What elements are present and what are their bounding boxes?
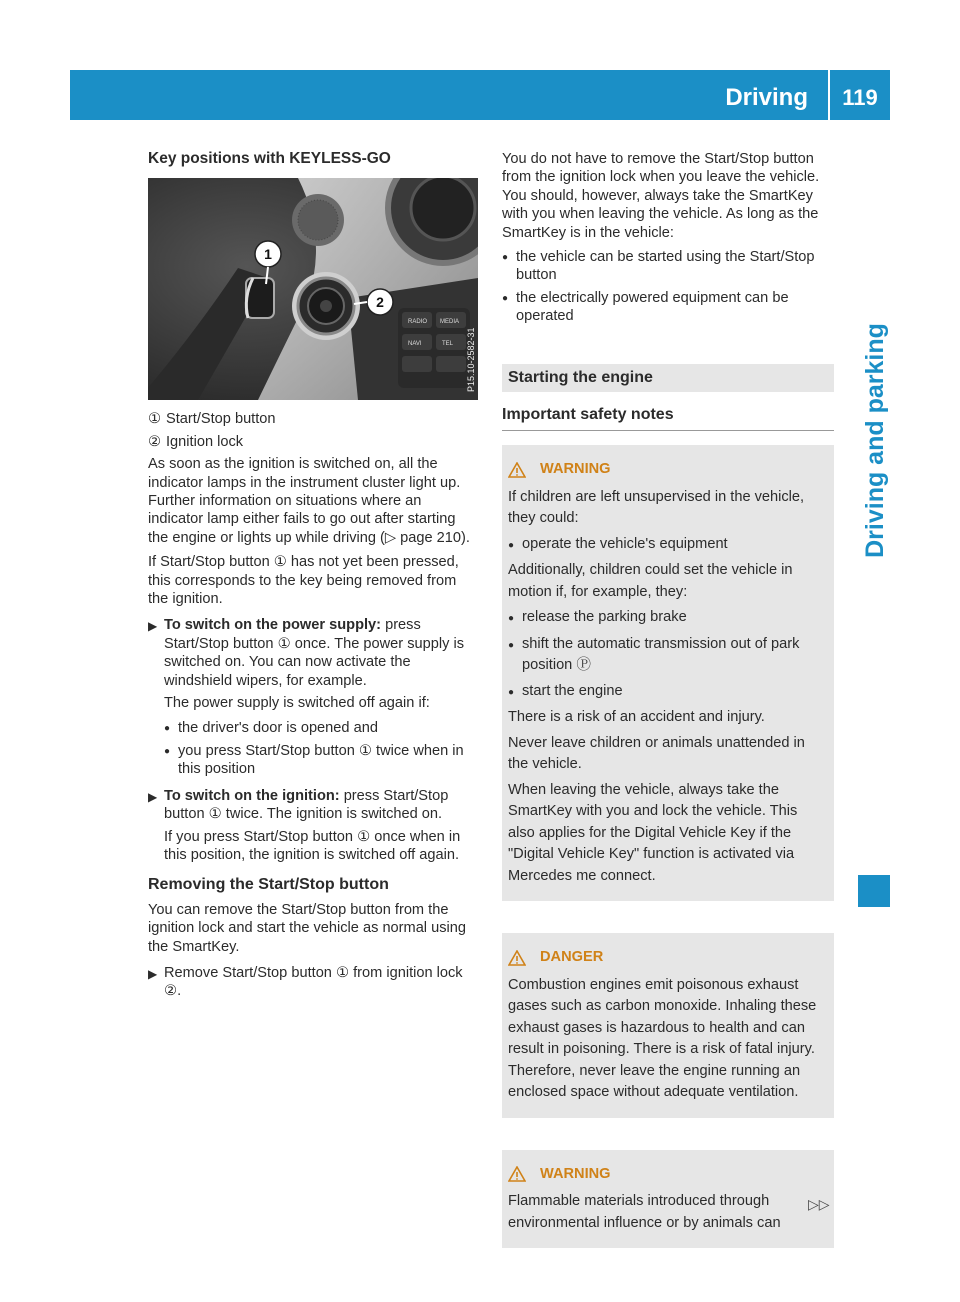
list-item [508, 634, 826, 677]
legend-text: Start/Stop button [166, 411, 276, 428]
step-arrow-icon: ▶ [148, 789, 158, 804]
list-item-text: shift the automatic transmission out of park position Ⓟ [522, 635, 800, 674]
warning-box [502, 1150, 834, 1249]
step-text: press Start/Stop button ① twice. The ignition is switched on. [164, 787, 449, 823]
bullet-icon: ● [508, 639, 515, 651]
warning-title: WARNING [540, 1165, 611, 1182]
list-item-text: operate the vehicle's equipment [522, 535, 728, 552]
warning-text: Additionally, children could set the vehicle in motion if, for example, they: [508, 562, 793, 600]
instruction-step [148, 616, 478, 690]
danger-box [502, 933, 834, 1118]
warning-text: When leaving the vehicle, always take the SmartKey with you and lock the vehicle. This also applies for the Digital Vehicle Key if the "Digital Vehicle Key" function is activated via Mercedes me connect. [508, 781, 798, 884]
legend-item [148, 433, 478, 451]
warning-title: WARNING [540, 461, 611, 478]
list-item-text: start the engine [522, 682, 623, 699]
photo-btn-navi: NAVI [408, 341, 422, 348]
warning-box [502, 445, 834, 901]
legend-number: ① [148, 411, 162, 428]
step-arrow-icon: ▶ [148, 966, 158, 981]
bullet-icon: ● [164, 722, 171, 734]
dashboard-photo [148, 178, 478, 400]
warning-triangle-icon [508, 950, 526, 966]
subsection-title: Removing the Start/Stop button [148, 876, 389, 894]
list-item [502, 248, 834, 285]
page-number: 119 [842, 85, 878, 110]
step-label: To switch on the ignition: [164, 787, 340, 804]
list-item [508, 607, 826, 630]
step-note: The power supply is switched off again if: [164, 695, 430, 712]
list-item-text: the driver's door is opened and [178, 719, 378, 736]
paragraph: If Start/Stop button ① has not yet been pressed, this corresponds to the key being removed from the ignition. [148, 554, 459, 608]
danger-text: Combustion engines emit poisonous exhaust gases such as carbon monoxide. Inhaling these exhaust gases is hazardous to health and can result in poisoning. There is a risk of fatal injury. Therefore, never leave the engine running an enclosed space without adequate ventilation. [508, 976, 817, 1101]
bullet-icon: ● [164, 745, 171, 757]
photo-btn-radio: RADIO [408, 319, 428, 326]
list-item [148, 719, 478, 738]
bullet-icon: ● [508, 613, 515, 625]
warning-text: There is a risk of an accident and injury. [508, 709, 765, 726]
bullet-icon: ● [502, 292, 509, 304]
side-tab-marker [858, 875, 890, 907]
photo-btn-tel: TEL [442, 341, 454, 348]
paragraph: You can remove the Start/Stop button from the ignition lock and start the vehicle as normal using the SmartKey. [148, 901, 466, 955]
subsection-heading: Important safety notes [502, 392, 834, 431]
bullet-icon: ● [508, 539, 515, 551]
step-arrow-icon: ▶ [148, 619, 158, 634]
step-note: If you press Start/Stop button ① once when in this position, the ignition is switched off again. [164, 828, 461, 863]
warning-triangle-icon [508, 462, 526, 478]
chapter-title: Driving [725, 84, 808, 111]
warning-text: Flammable materials introduced through environmental influence or by animals can [508, 1193, 781, 1231]
callout-1: 1 [264, 246, 272, 263]
bullet-icon: ● [508, 686, 515, 698]
step-text: press Start/Stop button ① once. The power supply is switched on. You can now activate the windshield wipers, for example. [164, 617, 464, 689]
list-item-text: the vehicle can be started using the Start/Stop button [516, 249, 815, 284]
side-tab-text: Driving and parking [860, 322, 889, 558]
instruction-step [148, 964, 478, 1001]
section-heading: Starting the engine [502, 364, 834, 392]
instruction-step [148, 787, 478, 824]
list-item-text: the electrically powered equipment can be operated [516, 289, 789, 325]
danger-title: DANGER [540, 949, 604, 966]
right-column [502, 150, 834, 1248]
callout-2: 2 [376, 294, 384, 311]
step-text: Remove Start/Stop button ① from ignition lock ②. [164, 964, 463, 1000]
list-item [502, 289, 834, 326]
list-item [508, 534, 826, 557]
photo-ref-code: P15.10-2582-31 [466, 327, 476, 393]
paragraph: You do not have to remove the Start/Stop button from the ignition lock when you leave the vehicle. You should, however, always take the SmartKey with you when leaving the vehicle. As long as the SmartKey is in the vehicle: [502, 151, 820, 241]
left-column [148, 150, 478, 1005]
header-bar [70, 70, 890, 120]
list-item [508, 681, 826, 704]
warning-triangle-icon [508, 1166, 526, 1182]
paragraph: As soon as the ignition is switched on, all the indicator lamps in the instrument cluster light up. Further information on situations where an indicator lamp either fails to go out after starting the engine or lights up while driving (▷ page 210). [148, 456, 470, 546]
legend-item [148, 410, 478, 428]
section-title: Key positions with KEYLESS-GO [148, 150, 391, 167]
side-tab-label [845, 260, 905, 620]
list-item [148, 742, 478, 779]
legend-text: Ignition lock [166, 433, 244, 450]
bullet-icon: ● [502, 252, 509, 264]
warning-text: If children are left unsupervised in the vehicle, they could: [508, 488, 805, 527]
list-item-text: release the parking brake [522, 609, 687, 626]
step-label: To switch on the power supply: [164, 617, 382, 634]
continue-marker: ▷▷ [808, 1196, 830, 1212]
legend-number: ② [148, 433, 162, 450]
photo-btn-media: MEDIA [440, 319, 460, 326]
list-item-text: you press Start/Stop button ① twice when in this position [178, 742, 464, 778]
warning-text: Never leave children or animals unattended in the vehicle. [508, 734, 805, 773]
